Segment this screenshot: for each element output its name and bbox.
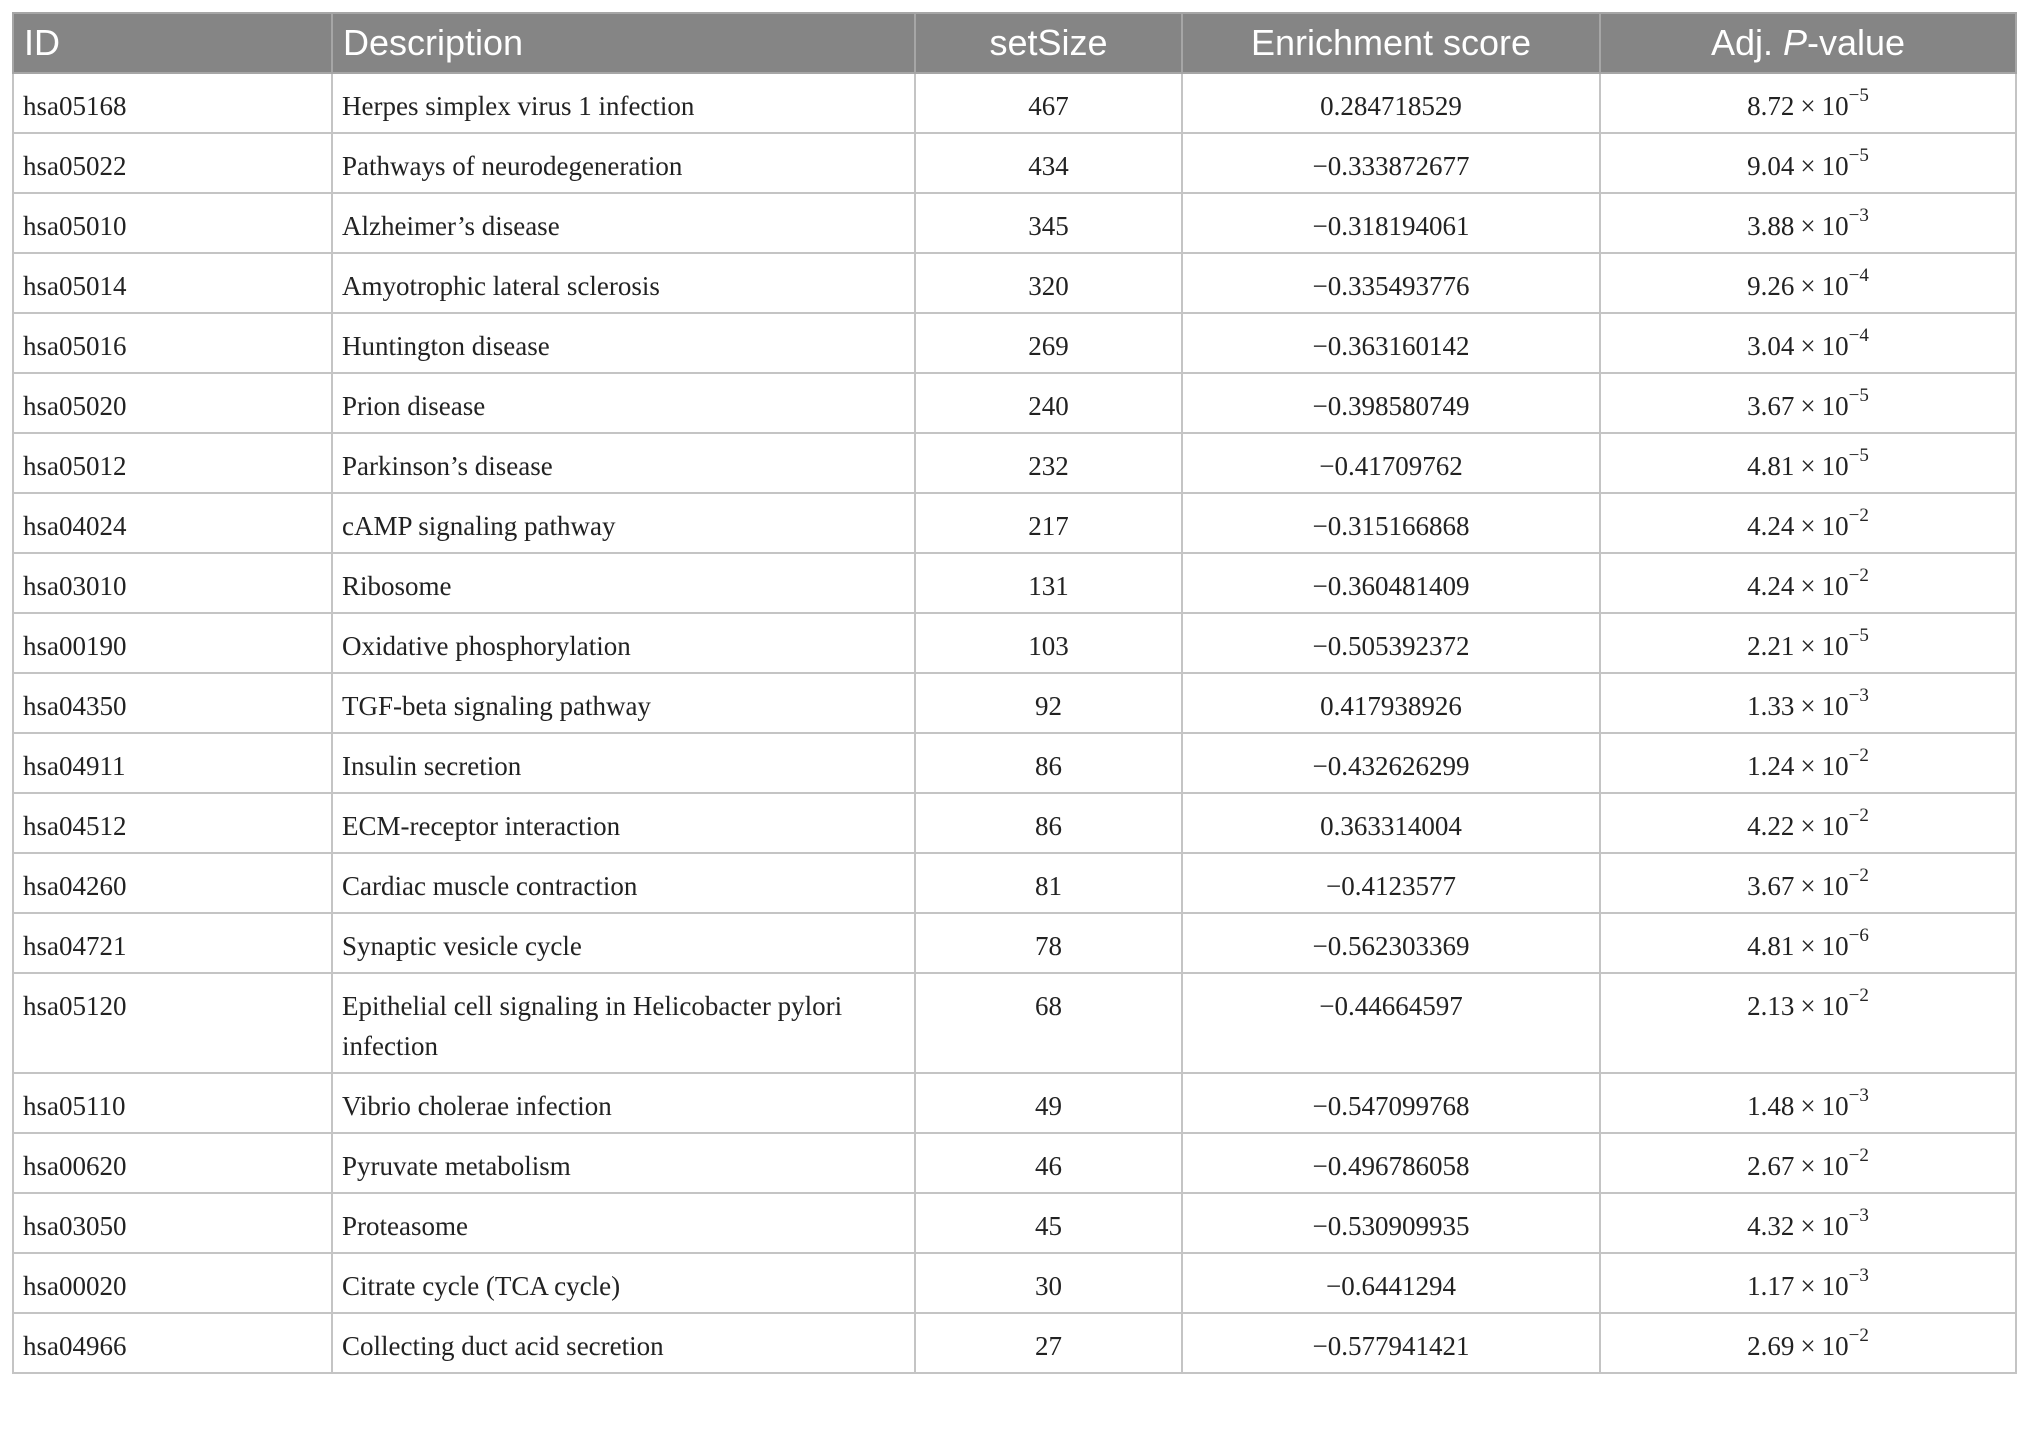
p-mantissa: 2.69 [1747,1331,1795,1361]
table-row [13,1073,2016,1133]
p-exponent: −2 [1848,1325,1869,1346]
cell-adj-p-value [1600,253,2016,313]
cell-description: Epithelial cell signaling in Helicobacter pylori infection [332,973,915,1073]
cell-enrichment-score: −0.315166868 [1182,493,1600,553]
times-sign: × [1800,151,1816,181]
table-row [13,913,2016,973]
p-mantissa: 4.24 [1747,571,1795,601]
cell-id: hsa05020 [13,373,332,433]
table-row [13,853,2016,913]
cell-description: Synaptic vesicle cycle [332,913,915,973]
cell-enrichment-score: 0.284718529 [1182,73,1600,133]
cell-adj-p-value [1600,133,2016,193]
p-base: 10 [1821,871,1849,901]
p-base: 10 [1821,1271,1849,1301]
cell-adj-p-value [1600,793,2016,853]
table-row [13,1193,2016,1253]
times-sign: × [1800,811,1816,841]
p-mantissa: 4.81 [1747,451,1795,481]
cell-description: Insulin secretion [332,733,915,793]
cell-description: Parkinson’s disease [332,433,915,493]
p-mantissa: 1.17 [1747,1271,1795,1301]
cell-setsize: 131 [915,553,1182,613]
p-exponent: −5 [1848,445,1869,466]
cell-enrichment-score: −0.530909935 [1182,1193,1600,1253]
cell-id: hsa04512 [13,793,332,853]
table-row [13,493,2016,553]
times-sign: × [1800,1091,1816,1121]
p-mantissa: 2.21 [1747,631,1795,661]
header-id: ID [13,13,332,73]
table-row [13,73,2016,133]
pathway-enrichment-table [12,12,2017,1374]
cell-enrichment-score: −0.363160142 [1182,313,1600,373]
p-base: 10 [1821,271,1849,301]
p-mantissa: 8.72 [1747,91,1795,121]
p-base: 10 [1821,571,1849,601]
p-mantissa: 3.67 [1747,391,1795,421]
table-header [13,13,2016,73]
table-row [13,553,2016,613]
p-base: 10 [1821,451,1849,481]
times-sign: × [1800,271,1816,301]
header-description: Description [332,13,915,73]
header-adj-p-suffix: -value [1807,22,1906,63]
header-row [13,13,2016,73]
cell-adj-p-value [1600,73,2016,133]
times-sign: × [1800,631,1816,661]
p-exponent: −2 [1848,505,1869,526]
p-exponent: −3 [1848,1085,1869,1106]
cell-adj-p-value [1600,493,2016,553]
cell-setsize: 81 [915,853,1182,913]
p-exponent: −2 [1848,865,1869,886]
table-row [13,1253,2016,1313]
cell-adj-p-value [1600,1253,2016,1313]
p-base: 10 [1821,1211,1849,1241]
cell-id: hsa04721 [13,913,332,973]
cell-enrichment-score: −0.318194061 [1182,193,1600,253]
cell-description: Ribosome [332,553,915,613]
p-mantissa: 3.88 [1747,211,1795,241]
cell-id: hsa05012 [13,433,332,493]
cell-id: hsa05010 [13,193,332,253]
table-row [13,253,2016,313]
p-base: 10 [1821,931,1849,961]
cell-description: Pyruvate metabolism [332,1133,915,1193]
table-row [13,733,2016,793]
p-mantissa: 4.32 [1747,1211,1795,1241]
header-adj-p-value [1600,13,2016,73]
cell-adj-p-value [1600,1313,2016,1373]
times-sign: × [1800,1331,1816,1361]
header-adj-p-italic: P [1782,22,1807,63]
cell-adj-p-value [1600,1133,2016,1193]
p-base: 10 [1821,691,1849,721]
cell-setsize: 434 [915,133,1182,193]
p-base: 10 [1821,991,1849,1021]
times-sign: × [1800,871,1816,901]
p-base: 10 [1821,151,1849,181]
cell-enrichment-score: −0.360481409 [1182,553,1600,613]
cell-setsize: 345 [915,193,1182,253]
table-row [13,1313,2016,1373]
cell-adj-p-value [1600,673,2016,733]
p-base: 10 [1821,511,1849,541]
p-base: 10 [1821,331,1849,361]
cell-adj-p-value [1600,913,2016,973]
cell-adj-p-value [1600,733,2016,793]
p-exponent: −3 [1848,685,1869,706]
cell-description: Amyotrophic lateral sclerosis [332,253,915,313]
times-sign: × [1800,1211,1816,1241]
p-base: 10 [1821,391,1849,421]
cell-setsize: 49 [915,1073,1182,1133]
p-base: 10 [1821,211,1849,241]
cell-description: Cardiac muscle contraction [332,853,915,913]
cell-setsize: 320 [915,253,1182,313]
cell-description: ECM-receptor interaction [332,793,915,853]
cell-description: TGF-beta signaling pathway [332,673,915,733]
table-row [13,673,2016,733]
cell-enrichment-score: 0.417938926 [1182,673,1600,733]
header-adj-p-prefix: Adj. [1710,22,1783,63]
times-sign: × [1800,1151,1816,1181]
p-base: 10 [1821,91,1849,121]
cell-adj-p-value [1600,1193,2016,1253]
cell-setsize: 30 [915,1253,1182,1313]
cell-adj-p-value [1600,193,2016,253]
header-setsize: setSize [915,13,1182,73]
p-exponent: −5 [1848,385,1869,406]
table-body [13,73,2016,1373]
times-sign: × [1800,751,1816,781]
cell-enrichment-score: −0.496786058 [1182,1133,1600,1193]
cell-adj-p-value [1600,613,2016,673]
p-mantissa: 4.81 [1747,931,1795,961]
cell-enrichment-score: −0.6441294 [1182,1253,1600,1313]
p-base: 10 [1821,1331,1849,1361]
cell-enrichment-score: −0.547099768 [1182,1073,1600,1133]
table-row [13,193,2016,253]
cell-adj-p-value [1600,1073,2016,1133]
cell-setsize: 68 [915,973,1182,1073]
cell-enrichment-score: −0.562303369 [1182,913,1600,973]
p-mantissa: 1.33 [1747,691,1795,721]
cell-adj-p-value [1600,433,2016,493]
p-exponent: −4 [1848,265,1869,286]
cell-id: hsa03010 [13,553,332,613]
cell-id: hsa04024 [13,493,332,553]
cell-setsize: 78 [915,913,1182,973]
cell-id: hsa04966 [13,1313,332,1373]
p-exponent: −3 [1848,1265,1869,1286]
cell-setsize: 232 [915,433,1182,493]
times-sign: × [1800,511,1816,541]
p-base: 10 [1821,1091,1849,1121]
cell-description: Alzheimer’s disease [332,193,915,253]
cell-id: hsa05110 [13,1073,332,1133]
table-row [13,373,2016,433]
cell-setsize: 86 [915,793,1182,853]
cell-setsize: 46 [915,1133,1182,1193]
cell-id: hsa04260 [13,853,332,913]
times-sign: × [1800,571,1816,601]
p-exponent: −5 [1848,625,1869,646]
p-exponent: −4 [1848,325,1869,346]
cell-description: Oxidative phosphorylation [332,613,915,673]
p-mantissa: 1.24 [1747,751,1795,781]
p-mantissa: 9.26 [1747,271,1795,301]
cell-adj-p-value [1600,853,2016,913]
cell-id: hsa03050 [13,1193,332,1253]
cell-setsize: 467 [915,73,1182,133]
cell-description: cAMP signaling pathway [332,493,915,553]
cell-description: Pathways of neurodegeneration [332,133,915,193]
times-sign: × [1800,211,1816,241]
cell-enrichment-score: −0.44664597 [1182,973,1600,1073]
p-mantissa: 2.67 [1747,1151,1795,1181]
p-exponent: −6 [1848,925,1869,946]
cell-id: hsa05168 [13,73,332,133]
p-mantissa: 9.04 [1747,151,1795,181]
p-base: 10 [1821,631,1849,661]
pathway-table-container [12,12,2015,1374]
cell-setsize: 27 [915,1313,1182,1373]
times-sign: × [1800,331,1816,361]
cell-enrichment-score: −0.333872677 [1182,133,1600,193]
p-mantissa: 4.22 [1747,811,1795,841]
p-exponent: −5 [1848,85,1869,106]
cell-id: hsa05120 [13,973,332,1073]
cell-enrichment-score: −0.41709762 [1182,433,1600,493]
cell-adj-p-value [1600,973,2016,1073]
cell-description: Collecting duct acid secretion [332,1313,915,1373]
p-mantissa: 1.48 [1747,1091,1795,1121]
header-enrichment-score: Enrichment score [1182,13,1600,73]
p-exponent: −2 [1848,745,1869,766]
cell-id: hsa00190 [13,613,332,673]
p-exponent: −2 [1848,565,1869,586]
cell-id: hsa05014 [13,253,332,313]
p-exponent: −2 [1848,1145,1869,1166]
cell-description: Proteasome [332,1193,915,1253]
p-mantissa: 2.13 [1747,991,1795,1021]
cell-adj-p-value [1600,313,2016,373]
p-base: 10 [1821,1151,1849,1181]
times-sign: × [1800,931,1816,961]
table-row [13,973,2016,1073]
cell-enrichment-score: 0.363314004 [1182,793,1600,853]
cell-id: hsa04350 [13,673,332,733]
cell-description: Citrate cycle (TCA cycle) [332,1253,915,1313]
cell-enrichment-score: −0.432626299 [1182,733,1600,793]
table-row [13,613,2016,673]
p-exponent: −3 [1848,1205,1869,1226]
cell-enrichment-score: −0.577941421 [1182,1313,1600,1373]
times-sign: × [1800,1271,1816,1301]
cell-setsize: 217 [915,493,1182,553]
p-base: 10 [1821,751,1849,781]
times-sign: × [1800,991,1816,1021]
cell-adj-p-value [1600,553,2016,613]
times-sign: × [1800,691,1816,721]
cell-enrichment-score: −0.505392372 [1182,613,1600,673]
times-sign: × [1800,451,1816,481]
p-mantissa: 3.67 [1747,871,1795,901]
p-mantissa: 3.04 [1747,331,1795,361]
p-base: 10 [1821,811,1849,841]
p-exponent: −3 [1848,205,1869,226]
p-exponent: −5 [1848,145,1869,166]
table-row [13,313,2016,373]
p-exponent: −2 [1848,985,1869,1006]
table-row [13,793,2016,853]
cell-id: hsa04911 [13,733,332,793]
cell-id: hsa05016 [13,313,332,373]
cell-adj-p-value [1600,373,2016,433]
table-row [13,433,2016,493]
table-row [13,133,2016,193]
cell-description: Huntington disease [332,313,915,373]
cell-description: Herpes simplex virus 1 infection [332,73,915,133]
cell-setsize: 240 [915,373,1182,433]
cell-setsize: 103 [915,613,1182,673]
p-exponent: −2 [1848,805,1869,826]
cell-setsize: 45 [915,1193,1182,1253]
cell-enrichment-score: −0.4123577 [1182,853,1600,913]
cell-description: Prion disease [332,373,915,433]
cell-description: Vibrio cholerae infection [332,1073,915,1133]
cell-enrichment-score: −0.398580749 [1182,373,1600,433]
cell-id: hsa00620 [13,1133,332,1193]
cell-setsize: 86 [915,733,1182,793]
cell-id: hsa00020 [13,1253,332,1313]
times-sign: × [1800,391,1816,421]
table-row [13,1133,2016,1193]
p-mantissa: 4.24 [1747,511,1795,541]
times-sign: × [1800,91,1816,121]
cell-enrichment-score: −0.335493776 [1182,253,1600,313]
cell-setsize: 269 [915,313,1182,373]
cell-setsize: 92 [915,673,1182,733]
cell-id: hsa05022 [13,133,332,193]
